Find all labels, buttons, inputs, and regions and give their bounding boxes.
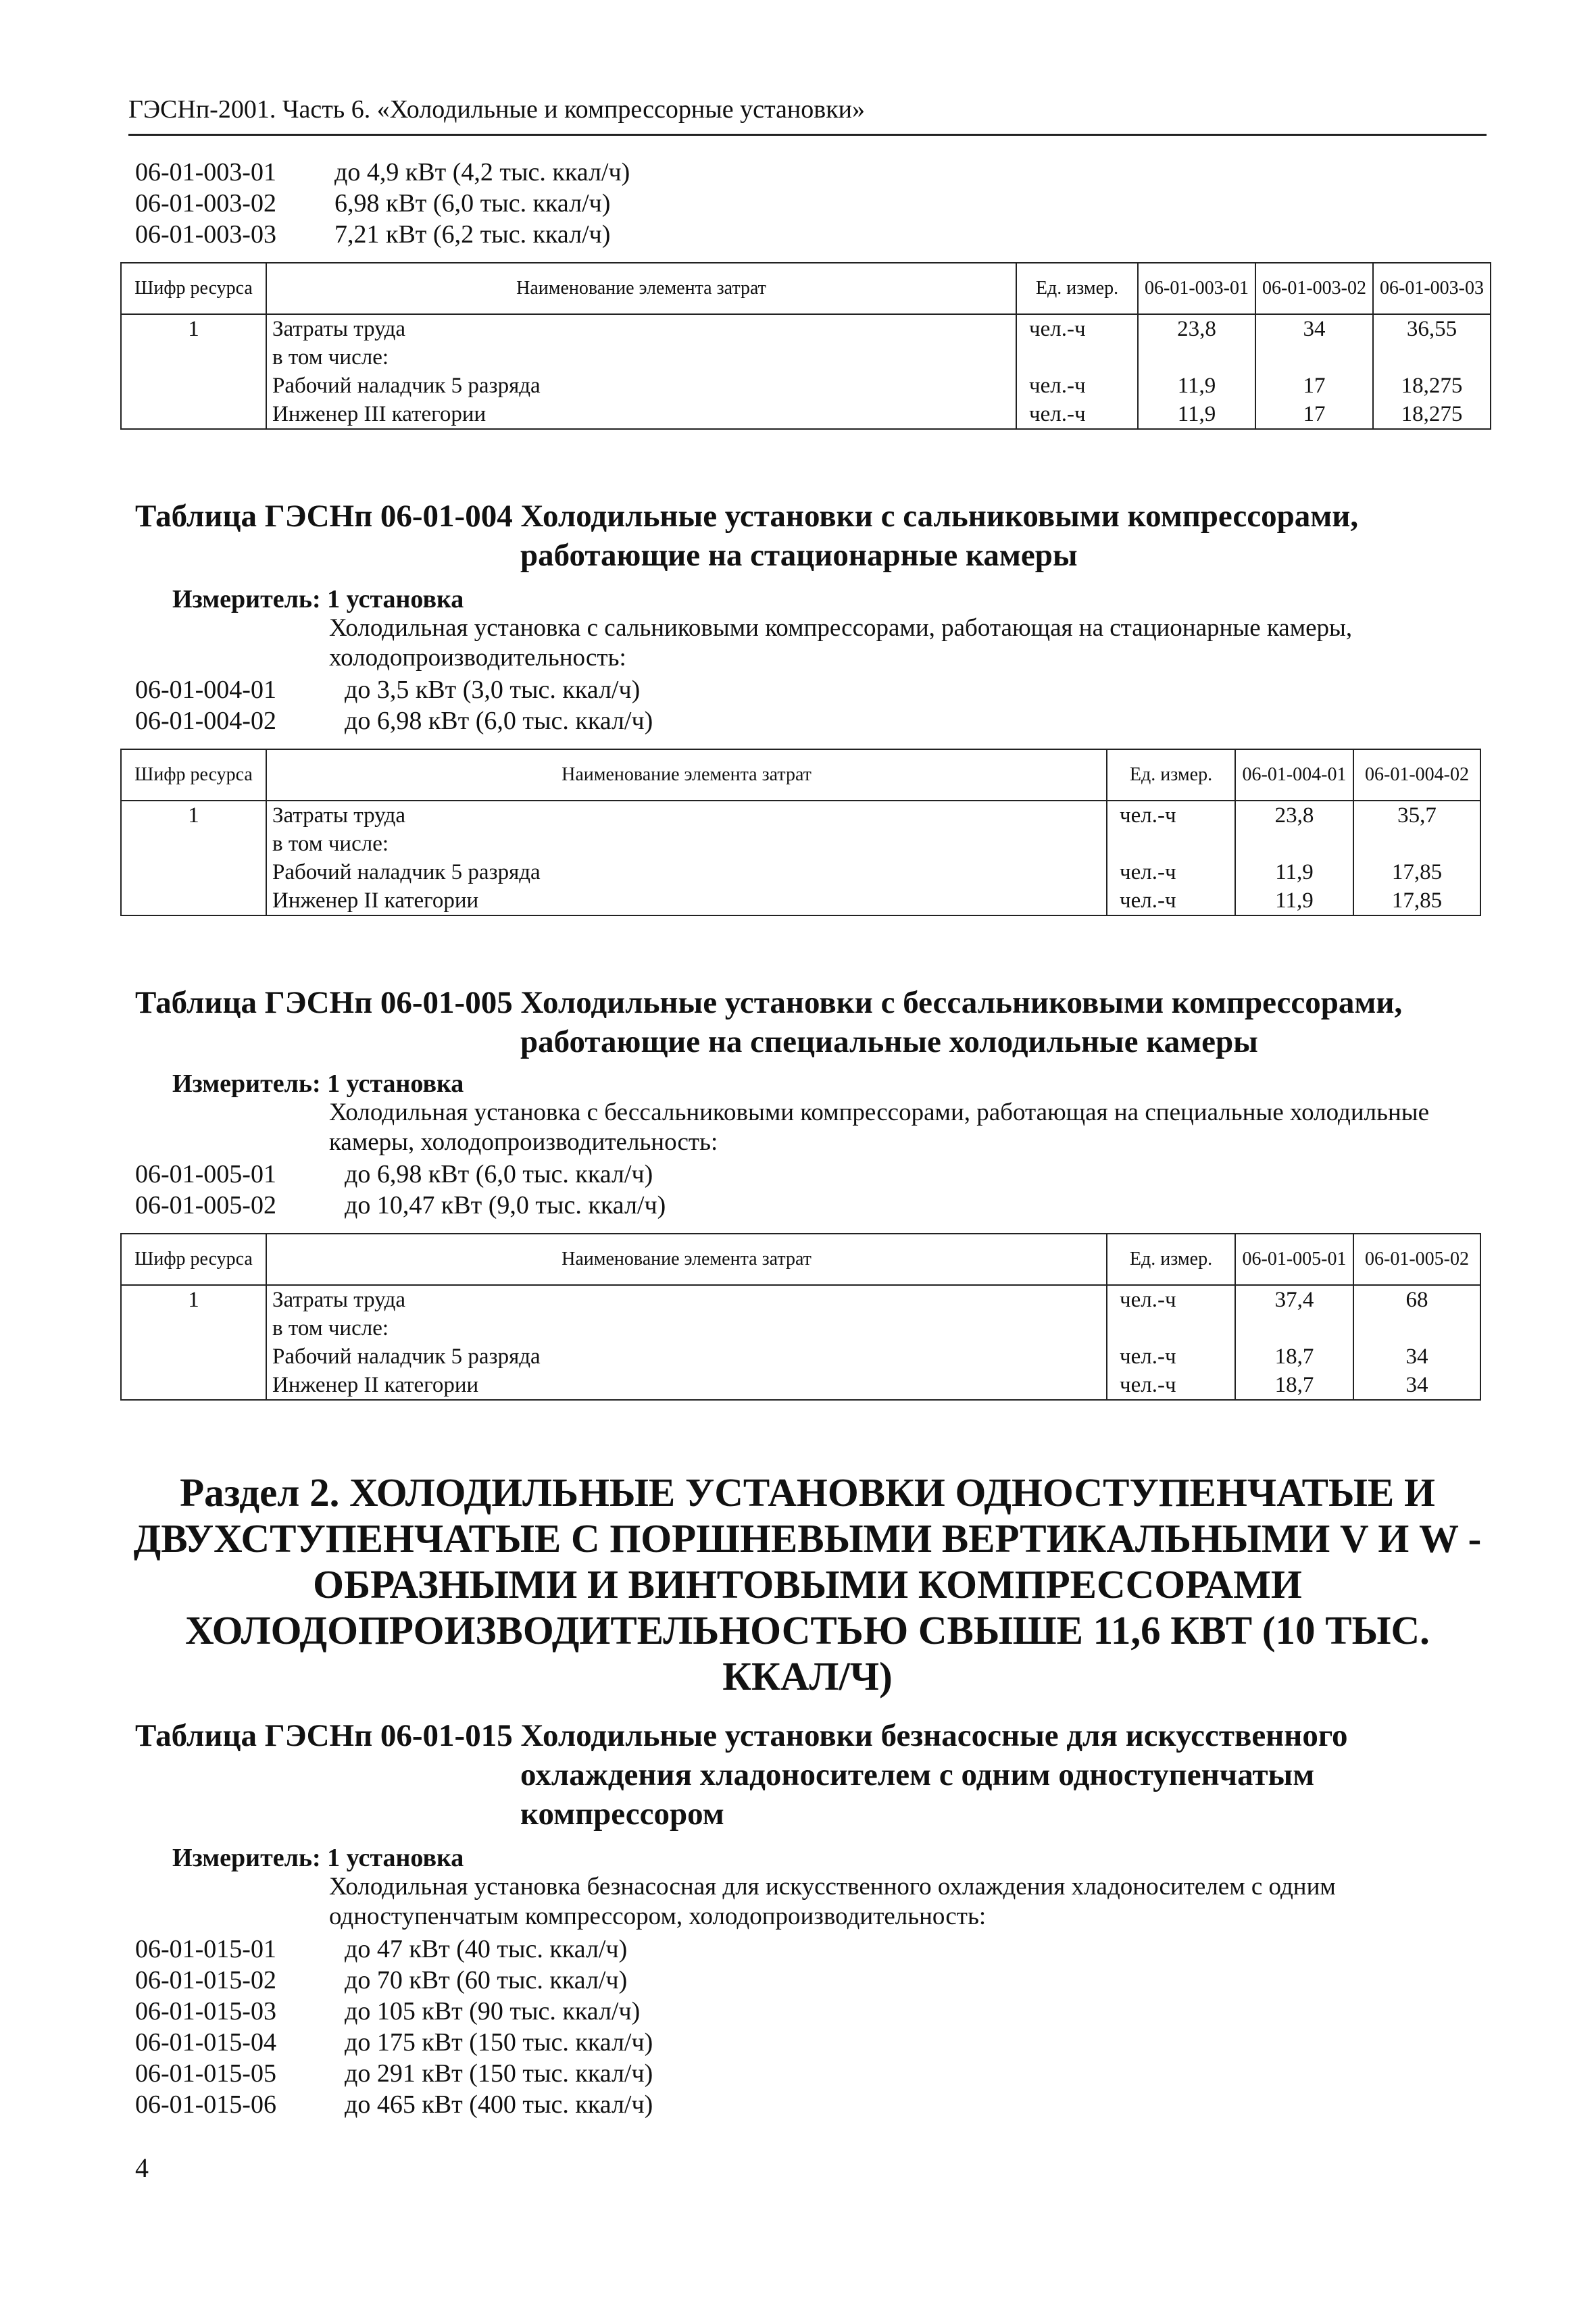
cell-value: 37,4 <box>1235 1285 1353 1314</box>
code-list-003 <box>135 157 811 250</box>
cell-value <box>1373 343 1491 372</box>
cell-res <box>121 343 266 372</box>
cell-unit: чел.-ч <box>1016 400 1138 429</box>
table-title-line: компрессором <box>520 1796 724 1832</box>
cell-name: Затраты труда <box>266 1285 1107 1314</box>
col-header-code: 06-01-003-03 <box>1373 263 1491 314</box>
code: 06-01-015-04 <box>135 2028 276 2057</box>
code-row <box>135 2058 1014 2089</box>
col-header-code: 06-01-003-01 <box>1138 263 1255 314</box>
table-row <box>121 1285 1480 1314</box>
col-header-cipher: Шифр ресурса <box>121 749 266 801</box>
cell-name: Инженер II категории <box>266 1371 1107 1400</box>
code-row <box>135 1190 1014 1221</box>
col-header-unit: Ед. измер. <box>1107 1234 1235 1285</box>
table-title-line: Таблица ГЭСНп 06-01-004 Холодильные установки с сальниковыми компрессорами, <box>135 499 1359 534</box>
table-title-line: Таблица ГЭСНп 06-01-015 Холодильные установки безнасосные для искусственного <box>135 1718 1348 1753</box>
col-header-code: 06-01-004-02 <box>1353 749 1480 801</box>
code-list-004 <box>135 674 1014 736</box>
cell-unit: чел.-ч <box>1107 886 1235 915</box>
cell-unit <box>1107 1314 1235 1342</box>
cell-name: Затраты труда <box>266 801 1107 830</box>
cell-value: 18,7 <box>1235 1342 1353 1371</box>
cell-name: Инженер II категории <box>266 886 1107 915</box>
meter-label: Измеритель: 1 установка <box>172 1844 464 1872</box>
table-row <box>121 858 1480 886</box>
cell-name: Рабочий наладчик 5 разряда <box>266 858 1107 886</box>
code-list-015 <box>135 1934 1014 2120</box>
cell-value: 17 <box>1255 400 1373 429</box>
col-header-unit: Ед. измер. <box>1107 749 1235 801</box>
cell-unit: чел.-ч <box>1107 858 1235 886</box>
cell-value: 18,275 <box>1373 372 1491 400</box>
cell-value: 11,9 <box>1138 400 1255 429</box>
code-row <box>135 1996 1014 2027</box>
cell-res: 1 <box>121 801 266 830</box>
code-desc: до 6,98 кВт (6,0 тыс. ккал/ч) <box>345 707 653 735</box>
cell-unit: чел.-ч <box>1107 1342 1235 1371</box>
code: 06-01-015-06 <box>135 2090 276 2119</box>
table-row <box>121 1342 1480 1371</box>
code-desc: до 10,47 кВт (9,0 тыс. ккал/ч) <box>345 1191 666 1219</box>
cell-value: 17 <box>1255 372 1373 400</box>
code-row <box>135 2089 1014 2120</box>
cell-value: 68 <box>1353 1285 1480 1314</box>
code-row <box>135 157 811 188</box>
code-desc: до 175 кВт (150 тыс. ккал/ч) <box>345 2028 653 2057</box>
code: 06-01-015-02 <box>135 1966 276 1994</box>
cell-unit <box>1107 830 1235 858</box>
code-desc: 6,98 кВт (6,0 тыс. ккал/ч) <box>334 189 611 218</box>
cell-value: 17,85 <box>1353 886 1480 915</box>
table-title-line: охлаждения хладоносителем с одним одноступенчатым <box>520 1757 1315 1792</box>
cell-unit <box>1016 343 1138 372</box>
col-header-name: Наименование элемента затрат <box>266 263 1016 314</box>
table-title-005 <box>135 983 1473 1061</box>
cell-res <box>121 1314 266 1342</box>
table-row <box>121 343 1491 372</box>
cell-name: в том числе: <box>266 830 1107 858</box>
code-list-005 <box>135 1159 1014 1221</box>
table-row <box>121 1314 1480 1342</box>
cell-value: 17,85 <box>1353 858 1480 886</box>
code: 06-01-015-03 <box>135 1997 276 2026</box>
cell-res <box>121 372 266 400</box>
code-desc: до 6,98 кВт (6,0 тыс. ккал/ч) <box>345 1160 653 1188</box>
cost-table-003 <box>120 262 1491 430</box>
table-row <box>121 1371 1480 1400</box>
table-title-line: работающие на специальные холодильные камеры <box>520 1024 1258 1059</box>
code-row <box>135 674 1014 705</box>
code-desc: до 70 кВт (60 тыс. ккал/ч) <box>345 1966 628 1994</box>
code-row <box>135 219 811 250</box>
code-desc: до 105 кВт (90 тыс. ккал/ч) <box>345 1997 641 2026</box>
code-desc: 7,21 кВт (6,2 тыс. ккал/ч) <box>334 220 611 249</box>
cell-name: Рабочий наладчик 5 разряда <box>266 1342 1107 1371</box>
cell-value: 34 <box>1353 1371 1480 1400</box>
table-title-line: Таблица ГЭСНп 06-01-005 Холодильные установки с бессальниковыми компрессорами, <box>135 985 1403 1020</box>
cell-value <box>1255 343 1373 372</box>
col-header-name: Наименование элемента затрат <box>266 749 1107 801</box>
table-title-004 <box>135 497 1473 575</box>
description-paragraph: Холодильная установка с бессальниковыми компрессорами, работающая на специальные холодильные камеры, холодопроизводительность: <box>329 1099 1430 1156</box>
code: 06-01-004-02 <box>135 707 276 735</box>
table-title-line: работающие на стационарные камеры <box>520 538 1078 573</box>
code: 06-01-003-03 <box>135 220 276 249</box>
cell-res <box>121 858 266 886</box>
col-header-cipher: Шифр ресурса <box>121 263 266 314</box>
cell-value: 23,8 <box>1138 314 1255 343</box>
table-title-015 <box>135 1716 1473 1834</box>
code-row <box>135 705 1014 736</box>
cell-value: 11,9 <box>1138 372 1255 400</box>
table-row <box>121 314 1491 343</box>
description-paragraph: Холодильная установка с сальниковыми компрессорами, работающая на стационарные камеры, холодопроизводительность: <box>329 614 1353 672</box>
cell-unit: чел.-ч <box>1107 1371 1235 1400</box>
table-row <box>121 801 1480 830</box>
meter-label: Измеритель: 1 установка <box>172 1070 464 1098</box>
cell-value: 35,7 <box>1353 801 1480 830</box>
code-desc: до 4,9 кВт (4,2 тыс. ккал/ч) <box>334 158 630 186</box>
code: 06-01-015-05 <box>135 2059 276 2088</box>
cell-value <box>1353 830 1480 858</box>
cell-res: 1 <box>121 1285 266 1314</box>
code-desc: до 291 кВт (150 тыс. ккал/ч) <box>345 2059 653 2088</box>
cell-value: 34 <box>1353 1342 1480 1371</box>
col-header-code: 06-01-004-01 <box>1235 749 1353 801</box>
cell-name: в том числе: <box>266 1314 1107 1342</box>
col-header-code: 06-01-005-01 <box>1235 1234 1353 1285</box>
cell-value <box>1138 343 1255 372</box>
cell-unit: чел.-ч <box>1016 314 1138 343</box>
table-row <box>121 372 1491 400</box>
cell-value <box>1235 830 1353 858</box>
table-row <box>121 830 1480 858</box>
code-row <box>135 1934 1014 1965</box>
code-desc: до 47 кВт (40 тыс. ккал/ч) <box>345 1935 628 1963</box>
description-paragraph: Холодильная установка безнасосная для искусственного охлаждения хладоносителем с одним одноступенчатым компрессором, холодопроизводительность: <box>329 1873 1336 1930</box>
cell-value: 18,275 <box>1373 400 1491 429</box>
cell-res: 1 <box>121 314 266 343</box>
table-row <box>121 400 1491 429</box>
cell-value: 23,8 <box>1235 801 1353 830</box>
col-header-cipher: Шифр ресурса <box>121 1234 266 1285</box>
code-row <box>135 1965 1014 1996</box>
code: 06-01-003-01 <box>135 158 276 186</box>
header-rule <box>128 134 1487 136</box>
cell-unit: чел.-ч <box>1107 1285 1235 1314</box>
code: 06-01-005-02 <box>135 1191 276 1219</box>
meter-label: Измеритель: 1 установка <box>172 585 464 613</box>
section-heading: Раздел 2. ХОЛОДИЛЬНЫЕ УСТАНОВКИ ОДНОСТУПЕНЧАТЫЕ И ДВУХСТУПЕНЧАТЫЕ С ПОРШНЕВЫМИ ВЕРТИКАЛЬНЫМИ V И W - ОБРАЗНЫМИ И ВИНТОВЫМИ КОМПРЕССОРАМИ ХОЛОДОПРОИЗВОДИТЕЛЬНОСТЬЮ СВЫШЕ 11,6 КВТ (10 ТЫС. ККАЛ/Ч) <box>133 1470 1482 1699</box>
code: 06-01-015-01 <box>135 1935 276 1963</box>
code: 06-01-004-01 <box>135 676 276 704</box>
code: 06-01-005-01 <box>135 1160 276 1188</box>
cell-res <box>121 1342 266 1371</box>
cell-value: 18,7 <box>1235 1371 1353 1400</box>
col-header-code: 06-01-005-02 <box>1353 1234 1480 1285</box>
col-header-unit: Ед. измер. <box>1016 263 1138 314</box>
page-number: 4 <box>135 2153 149 2183</box>
cell-unit: чел.-ч <box>1107 801 1235 830</box>
cell-value: 34 <box>1255 314 1373 343</box>
cost-table-004 <box>120 749 1481 916</box>
cell-value: 11,9 <box>1235 858 1353 886</box>
cell-value <box>1235 1314 1353 1342</box>
cell-res <box>121 886 266 915</box>
cell-name: Инженер III категории <box>266 400 1016 429</box>
cell-res <box>121 830 266 858</box>
code: 06-01-003-02 <box>135 189 276 218</box>
code-row <box>135 2027 1014 2058</box>
code-desc: до 465 кВт (400 тыс. ккал/ч) <box>345 2090 653 2119</box>
code-desc: до 3,5 кВт (3,0 тыс. ккал/ч) <box>345 676 641 704</box>
cell-value: 11,9 <box>1235 886 1353 915</box>
cell-name: в том числе: <box>266 343 1016 372</box>
cell-unit: чел.-ч <box>1016 372 1138 400</box>
col-header-name: Наименование элемента затрат <box>266 1234 1107 1285</box>
cell-name: Затраты труда <box>266 314 1016 343</box>
cell-res <box>121 1371 266 1400</box>
running-header: ГЭСНп-2001. Часть 6. «Холодильные и компрессорные установки» <box>128 95 865 124</box>
cell-value: 36,55 <box>1373 314 1491 343</box>
code-row <box>135 188 811 219</box>
table-row <box>121 886 1480 915</box>
cell-res <box>121 400 266 429</box>
cell-value <box>1353 1314 1480 1342</box>
code-row <box>135 1159 1014 1190</box>
cost-table-005 <box>120 1233 1481 1401</box>
col-header-code: 06-01-003-02 <box>1255 263 1373 314</box>
cell-name: Рабочий наладчик 5 разряда <box>266 372 1016 400</box>
